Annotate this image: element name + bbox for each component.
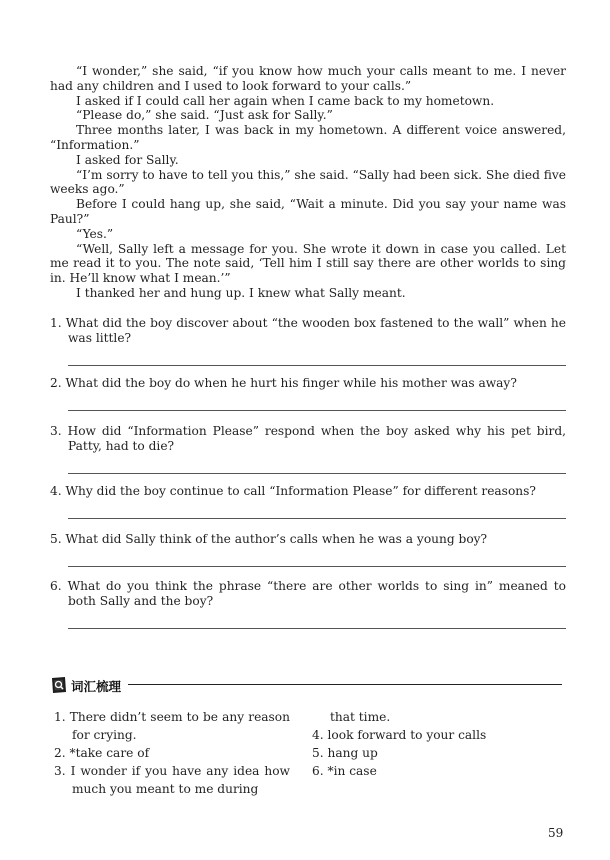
question-2 xyxy=(50,376,566,391)
vocab-list-left xyxy=(54,708,290,798)
question-3 xyxy=(50,424,566,454)
question-text: 5. What did Sally think of the author’s calls when he was a young boy? xyxy=(50,532,488,546)
vocab-item: 2. *take care of xyxy=(54,746,150,760)
question-text: 1. What did the boy discover about “the wooden box fastened to the wall” when he was little? xyxy=(50,316,566,345)
story-paragraph: “I’m sorry to have to tell you this,” she said. “Sally had been sick. She died five weeks ago.” xyxy=(50,167,566,197)
page-number: 59 xyxy=(548,826,564,840)
vocab-list-right xyxy=(312,708,512,780)
answer-line[interactable] xyxy=(68,628,566,629)
answer-line[interactable] xyxy=(68,410,566,411)
question-1 xyxy=(50,316,566,346)
question-5 xyxy=(50,532,566,547)
question-4 xyxy=(50,484,566,499)
vocab-section-title: 词汇梳理 xyxy=(71,679,122,694)
story-paragraph: I asked if I could call her again when I came back to my hometown. xyxy=(76,93,495,108)
vocab-item: 5. hang up xyxy=(312,746,378,760)
vocab-item: 4. look forward to your calls xyxy=(312,728,487,742)
section-divider xyxy=(128,684,562,685)
story-paragraph: Three months later, I was back in my hometown. A different voice answered, “Information.” xyxy=(50,123,566,152)
story-paragraph: “I wonder,” she said, “if you know how much your calls meant to me. I never had any children and I used to look forward to your calls.” xyxy=(50,64,566,93)
answer-line[interactable] xyxy=(68,473,566,474)
vocab-item: 1. There didn’t seem to be any reason for crying. xyxy=(54,710,290,742)
story-paragraph: “Yes.” xyxy=(76,226,114,241)
question-6 xyxy=(50,579,566,609)
answer-line[interactable] xyxy=(68,518,566,519)
story-paragraph: “Please do,” she said. “Just ask for Sally.” xyxy=(76,108,333,123)
vocab-item: 3. I wonder if you have any idea how much you meant to me during xyxy=(54,764,290,796)
story-text xyxy=(50,64,566,301)
story-paragraph: Before I could hang up, she said, “Wait a minute. Did you say your name was Paul?” xyxy=(50,197,566,226)
vocab-section-header xyxy=(50,676,564,694)
answer-line[interactable] xyxy=(68,365,566,366)
question-text: 4. Why did the boy continue to call “Information Please” for different reasons? xyxy=(50,484,536,498)
answer-line[interactable] xyxy=(68,566,566,567)
story-paragraph: I asked for Sally. xyxy=(76,152,179,167)
question-text: 3. How did “Information Please” respond when the boy asked why his pet bird, Patty, had to die? xyxy=(50,424,566,453)
vocab-item-continued: that time. xyxy=(330,710,391,724)
question-text: 2. What did the boy do when he hurt his finger while his mother was away? xyxy=(50,376,517,390)
question-text: 6. What do you think the phrase “there are other worlds to sing in” meaned to both Sally and the boy? xyxy=(50,579,566,608)
magnifier-book-icon xyxy=(50,676,68,694)
story-paragraph: I thanked her and hung up. I knew what Sally meant. xyxy=(76,285,406,300)
vocab-item: 6. *in case xyxy=(312,764,377,778)
story-paragraph: “Well, Sally left a message for you. She wrote it down in case you called. Let me read it to you. The note said, ‘Tell him I still say there are other worlds to sing in. He’ll know what I mean.’” xyxy=(50,241,566,286)
